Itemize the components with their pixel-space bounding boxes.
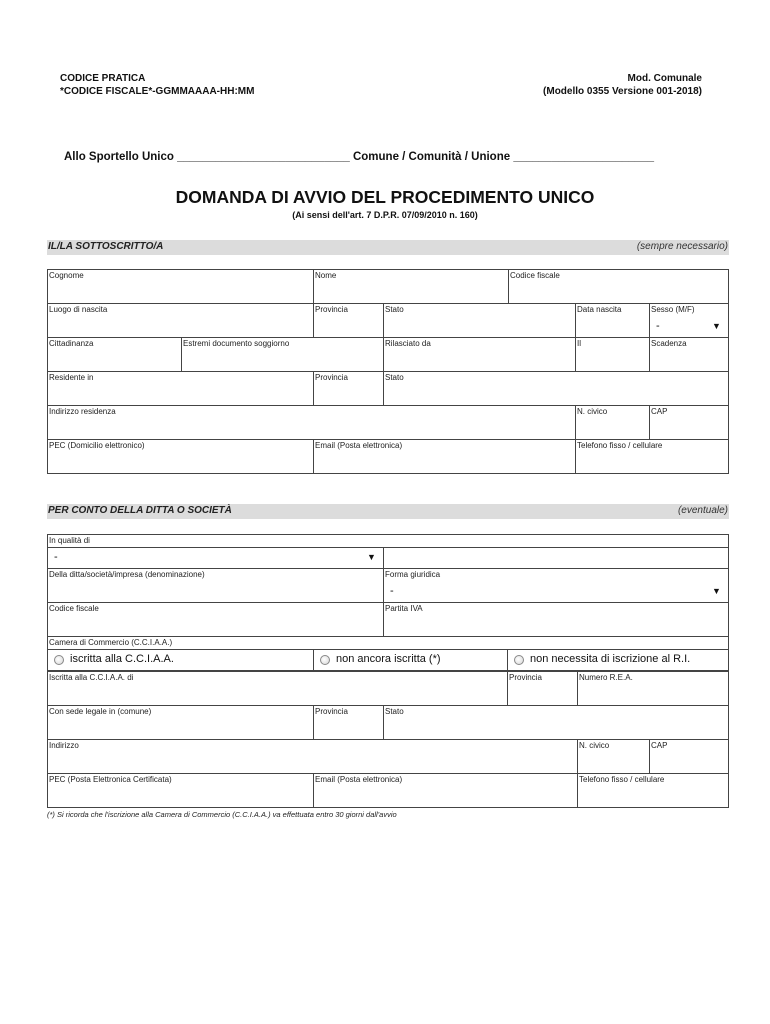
modello-versione: (Modello 0355 Versione 001-2018) <box>543 86 702 97</box>
cognome-field[interactable] <box>47 269 314 304</box>
sportello-line: Allo Sportello Unico ___________________________ Comune / Comunità / Unione ______________________ <box>64 151 655 163</box>
section-title: PER CONTO DELLA DITTA O SOCIETÀ <box>48 505 232 516</box>
footnote: (*) Si ricorda che l'iscrizione alla Camera di Commercio (C.C.I.A.A.) va effettuata entro 30 giorni dall'avvio <box>47 810 397 819</box>
provincia-label: Provincia <box>315 373 348 382</box>
section-sottoscritto-header <box>47 240 729 255</box>
il-label: Il <box>577 339 581 348</box>
ditta-cap-label: CAP <box>651 741 668 750</box>
section-note: (eventuale) <box>677 505 728 516</box>
data-nascita-label: Data nascita <box>577 305 622 314</box>
qualita-label: In qualità di <box>49 536 90 545</box>
page-subtitle: (Ai sensi dell'art. 7 D.P.R. 07/09/2010 n. 160) <box>292 210 478 220</box>
nome-label: Nome <box>315 271 337 280</box>
stato-label: Stato <box>385 305 404 314</box>
scadenza-label: Scadenza <box>651 339 687 348</box>
cap-label: CAP <box>651 407 668 416</box>
civico-label: N. civico <box>577 407 608 416</box>
pec-label: PEC (Domicilio elettronico) <box>49 441 145 450</box>
ditta-indirizzo-label: Indirizzo <box>49 741 79 750</box>
codice-fiscale-label: Codice fiscale <box>510 271 560 280</box>
radio-non-necessita-label: non necessita di iscrizione al R.I. <box>530 653 691 665</box>
section-ditta-header <box>47 504 729 519</box>
forma-value: - <box>390 585 394 597</box>
sede-label: Con sede legale in (comune) <box>49 707 152 716</box>
estremi-label: Estremi documento soggiorno <box>183 339 290 348</box>
email-label: Email (Posta elettronica) <box>315 441 403 450</box>
qualita-select[interactable] <box>47 547 384 569</box>
radio-non-ancora-label: non ancora iscritta (*) <box>336 653 441 665</box>
denominazione-label: Della ditta/società/impresa (denominazione) <box>49 570 205 579</box>
radio-iscritta[interactable] <box>54 655 64 665</box>
stato-label: Stato <box>385 373 404 382</box>
ditta-pec-label: PEC (Posta Elettronica Certificata) <box>49 775 172 784</box>
sesso-label: Sesso (M/F) <box>651 305 695 314</box>
stato-residenza-field[interactable] <box>383 371 729 406</box>
indirizzo-label: Indirizzo residenza <box>49 407 116 416</box>
camera-label: Camera di Commercio (C.C.I.A.A.) <box>49 638 173 647</box>
provincia-label: Provincia <box>315 707 348 716</box>
sesso-value: - <box>656 320 660 332</box>
page-title: DOMANDA DI AVVIO DEL PROCEDIMENTO UNICO <box>175 187 595 207</box>
codice-pratica: CODICE PRATICA <box>60 73 146 84</box>
stato-nascita-field[interactable] <box>383 303 576 338</box>
partita-iva-field[interactable] <box>383 602 729 637</box>
rea-label: Numero R.E.A. <box>579 673 633 682</box>
section-note: (sempre necessario) <box>636 241 728 252</box>
radio-non-ancora[interactable] <box>320 655 330 665</box>
provincia-label: Provincia <box>315 305 348 314</box>
forma-label: Forma giuridica <box>385 570 441 579</box>
ditta-civico-label: N. civico <box>579 741 610 750</box>
sede-stato-field[interactable] <box>383 705 729 740</box>
provincia-label: Provincia <box>509 673 542 682</box>
iscritta-di-label: Iscritta alla C.C.I.A.A. di <box>49 673 134 682</box>
ditta-codice-fiscale-label: Codice fiscale <box>49 604 99 613</box>
stato-label: Stato <box>385 707 404 716</box>
radio-non-necessita[interactable] <box>514 655 524 665</box>
telefono-label: Telefono fisso / cellulare <box>577 441 663 450</box>
radio-iscritta-label: iscritta alla C.C.I.A.A. <box>70 653 174 665</box>
ditta-telefono-label: Telefono fisso / cellulare <box>579 775 665 784</box>
cittadinanza-label: Cittadinanza <box>49 339 94 348</box>
luogo-nascita-label: Luogo di nascita <box>49 305 108 314</box>
mod-comunale: Mod. Comunale <box>627 73 702 84</box>
chevron-down-icon[interactable]: ▼ <box>712 586 721 596</box>
qualita-value: - <box>54 551 58 563</box>
ditta-indirizzo-field[interactable] <box>47 739 578 774</box>
qualita-extra-field[interactable] <box>383 547 729 569</box>
nome-field[interactable] <box>313 269 509 304</box>
codice-fiscale-code: *CODICE FISCALE*-GGMMAAAA-HH:MM <box>60 86 255 97</box>
cognome-label: Cognome <box>49 271 84 280</box>
chevron-down-icon[interactable]: ▼ <box>367 552 376 562</box>
indirizzo-residenza-field[interactable] <box>47 405 576 440</box>
residente-label: Residente in <box>49 373 94 382</box>
section-title: IL/LA SOTTOSCRITTO/A <box>48 241 164 252</box>
il-field[interactable] <box>575 337 650 372</box>
chevron-down-icon[interactable]: ▼ <box>712 321 721 331</box>
partita-iva-label: Partita IVA <box>385 604 423 613</box>
ditta-email-label: Email (Posta elettronica) <box>315 775 403 784</box>
rilasciato-label: Rilasciato da <box>385 339 431 348</box>
